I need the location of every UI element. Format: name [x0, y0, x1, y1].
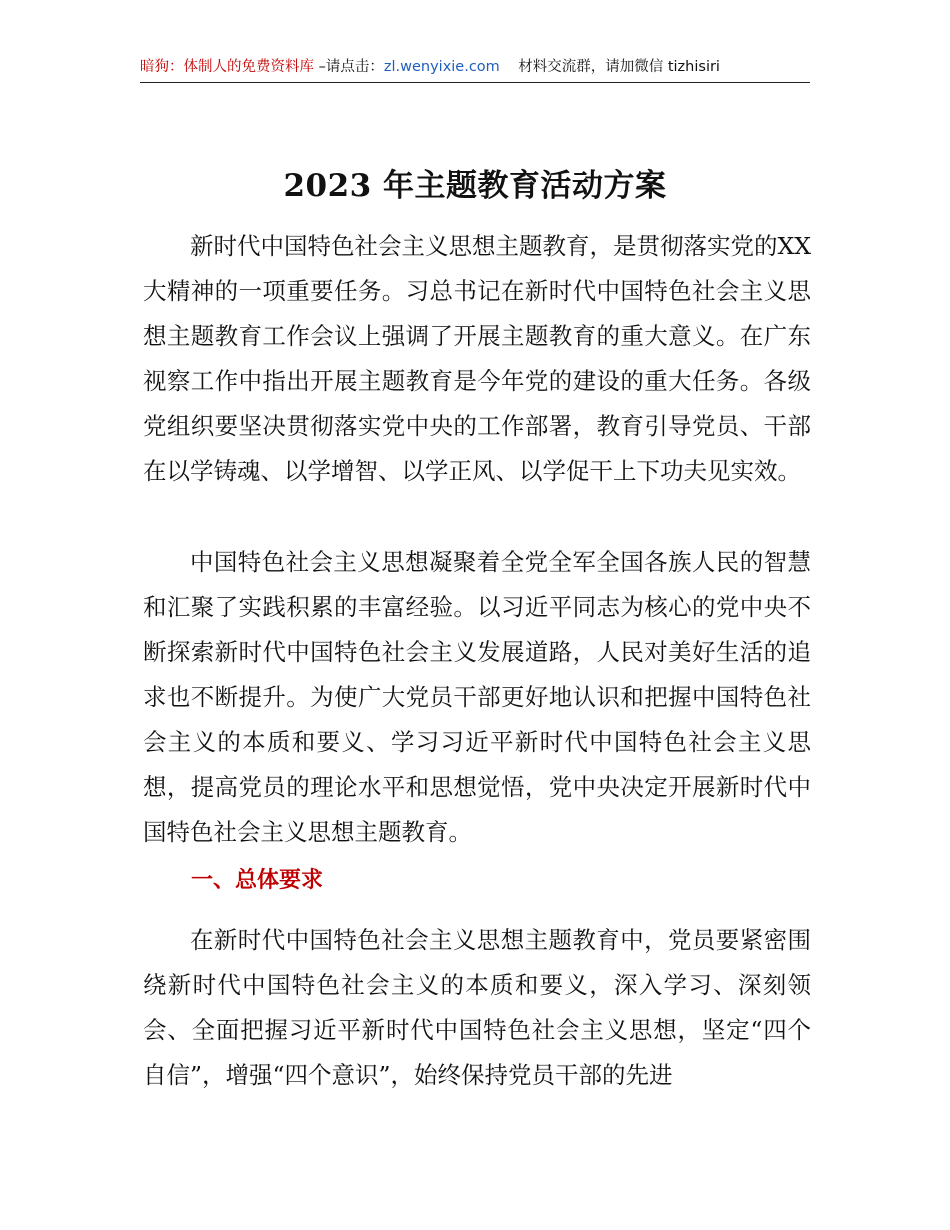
section-heading-general-requirements: 一、总体要求 — [191, 868, 324, 893]
paragraph-intro: 新时代中国特色社会主义思想主题教育，是贯彻落实党的XX大精神的一项重要任务。习总书记在新时代中国特色社会主义思想主题教育工作会议上强调了开展主题教育的重大意义。在广东视察工作中指出开展主题教育是今年党的建设的重大任务。各级党组织要坚决贯彻落实党中央的工作部署，教育引导党员、干部在以学铸魂、以学增智、以学正风、以学促干上下功夫见实效。 — [143, 232, 811, 485]
header-brand: 暗狗：体制人的免费资料库 — [140, 59, 314, 75]
header-spacer — [500, 59, 518, 75]
paragraph-general-requirements: 在新时代中国特色社会主义思想主题教育中，党员要紧密围绕新时代中国特色社会主义的本质和要义，深入学习、深刻领会、全面把握习近平新时代中国特色社会主义思想，坚定“四个自信”，增强“四个意识”，始终保持党员干部的先进 — [143, 926, 811, 1089]
header-url-link[interactable]: zl.wenyixie.com — [383, 59, 500, 75]
header-prompt: –请点击： — [314, 59, 384, 75]
paragraph-background: 中国特色社会主义思想凝聚着全党全军全国各族人民的智慧和汇聚了实践积累的丰富经验。以习近平同志为核心的党中央不断探索新时代中国特色社会主义发展道路，人民对美好生活的追求也不断提升。为使广大党员干部更好地认识和把握中国特色社会主义的本质和要义、学习习近平新时代中国特色社会主义思想，提高党员的理论水平和思想觉悟，党中央决定开展新时代中国特色社会主义思想主题教育。 — [143, 548, 811, 846]
page-header — [140, 56, 810, 83]
document-title: 2023 年主题教育活动方案 — [283, 167, 667, 204]
header-contact: 材料交流群，请加微信 tizhisiri — [518, 59, 720, 75]
